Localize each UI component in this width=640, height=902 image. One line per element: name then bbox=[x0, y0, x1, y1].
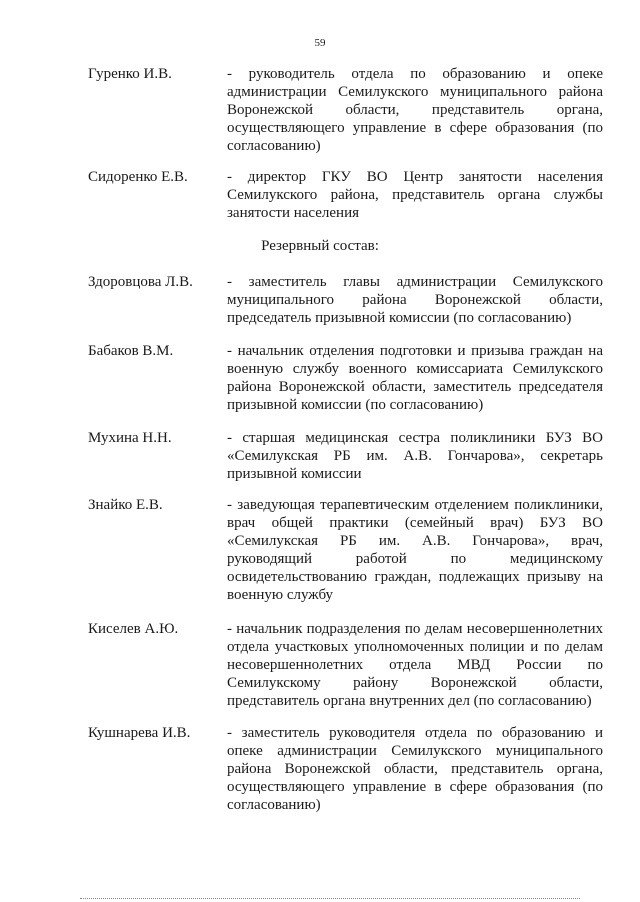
role-line: - начальник отделения подготовки и призыва граждан на bbox=[227, 343, 603, 359]
member-role bbox=[227, 65, 603, 155]
member-role bbox=[227, 273, 603, 327]
role-line: района Воронежской области, заместитель председателя bbox=[227, 379, 603, 395]
member-role bbox=[227, 342, 603, 414]
role-line: Семилукскому району Воронежской области, bbox=[227, 675, 603, 691]
role-line: согласованию) bbox=[227, 797, 321, 813]
role-line: призывной комиссии (по согласованию) bbox=[227, 397, 484, 413]
role-line: Воронежской области, представитель органа, bbox=[227, 102, 603, 118]
role-line: представитель органа внутренних дел (по согласованию) bbox=[227, 693, 592, 709]
member-name: Сидоренко Е.В. bbox=[88, 169, 188, 185]
role-line: освидетельствованию граждан, подлежащих призыву на bbox=[227, 569, 603, 585]
role-line: «Семилукская РБ им. А.В. Гончарова», секретарь bbox=[227, 448, 603, 464]
member-role bbox=[227, 429, 603, 483]
role-line: - заместитель руководителя отдела по образованию и bbox=[227, 725, 603, 741]
role-line: отдела участковых уполномоченных полиции и по делам bbox=[227, 639, 603, 655]
role-line: несовершеннолетних отдела МВД России по bbox=[227, 657, 603, 673]
page-bottom-rule bbox=[80, 898, 580, 900]
member-name: Гуренко И.В. bbox=[88, 66, 172, 82]
role-line: призывной комиссии bbox=[227, 466, 362, 482]
member-name: Мухина Н.Н. bbox=[88, 430, 172, 446]
role-line: района Воронежской области, представитель органа, bbox=[227, 761, 603, 777]
member-role bbox=[227, 620, 603, 710]
role-line: врач общей практики (семейный врач) БУЗ ВО bbox=[227, 515, 603, 531]
member-name: Киселев А.Ю. bbox=[88, 621, 179, 637]
role-line: - руководитель отдела по образованию и опеке bbox=[227, 66, 603, 82]
role-line: руководящий работой по медицинскому bbox=[227, 551, 603, 567]
role-line: - заведующая терапевтическим отделением поликлиники, bbox=[227, 497, 603, 513]
member-name: Знайко Е.В. bbox=[88, 497, 163, 513]
role-line: «Семилукская РБ им. А.В. Гончарова», врач, bbox=[227, 533, 603, 549]
member-name: Здоровцова Л.В. bbox=[88, 274, 193, 290]
reserve-composition-heading: Резервный состав: bbox=[261, 238, 379, 254]
member-name: Кушнарева И.В. bbox=[88, 725, 191, 741]
role-line: - директор ГКУ ВО Центр занятости населения bbox=[227, 169, 603, 185]
role-line: администрации Семилукского муниципального района bbox=[227, 84, 603, 100]
role-line: согласованию) bbox=[227, 138, 321, 154]
member-name: Бабаков В.М. bbox=[88, 343, 174, 359]
role-line: муниципального района Воронежской области, bbox=[227, 292, 603, 308]
member-role bbox=[227, 496, 603, 604]
role-line: занятости населения bbox=[227, 205, 360, 221]
member-role bbox=[227, 724, 603, 814]
role-line: военную службу bbox=[227, 587, 334, 603]
page-number: 59 bbox=[314, 37, 326, 49]
role-line: военную службу военного комиссариата Семилукского bbox=[227, 361, 603, 377]
role-line: Семилукского района, представитель органа службы bbox=[227, 187, 603, 203]
role-line: опеке администрации Семилукского муниципального bbox=[227, 743, 603, 759]
role-line: председатель призывной комиссии (по согласованию) bbox=[227, 310, 572, 326]
role-line: - заместитель главы администрации Семилукского bbox=[227, 274, 603, 290]
member-role bbox=[227, 168, 603, 222]
role-line: осуществляющего управление в сфере образования (по bbox=[227, 779, 603, 795]
role-line: - начальник подразделения по делам несовершеннолетних bbox=[227, 621, 603, 637]
role-line: - старшая медицинская сестра поликлиники БУЗ ВО bbox=[227, 430, 603, 446]
role-line: осуществляющего управление в сфере образования (по bbox=[227, 120, 603, 136]
